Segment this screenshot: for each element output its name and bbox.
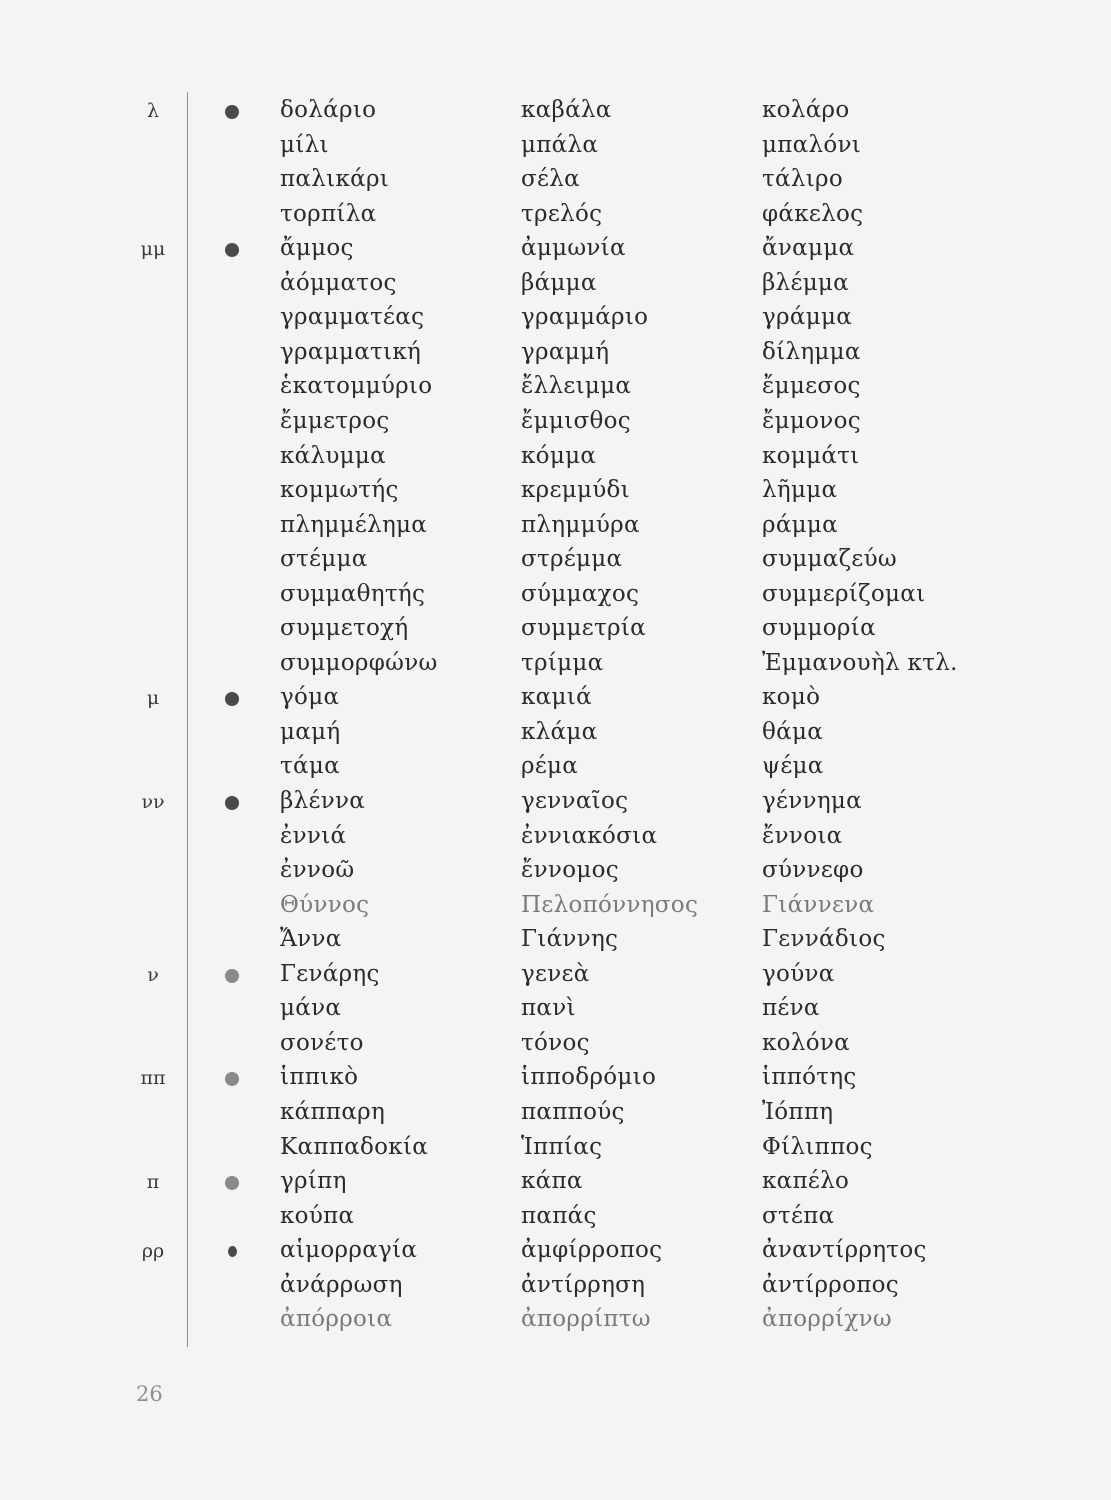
word-row (0, 1030, 1111, 1065)
word-col-2: ρέμα (521, 753, 579, 780)
section-letter: ν (147, 963, 159, 986)
word-col-2: στρέμμα (521, 546, 623, 573)
word-col-3: συμμορία (762, 615, 876, 642)
word-col-2: ἀντίρρηση (521, 1271, 646, 1298)
word-col-1: ἑκατομμύριο (280, 373, 433, 400)
word-row (0, 823, 1111, 858)
word-col-3: ἀπορρίχνω (762, 1306, 892, 1333)
word-col-1: κάλυμμα (280, 442, 386, 469)
word-col-3: γέννημα (762, 788, 862, 814)
word-col-2: ἐννιακόσια (521, 822, 658, 849)
word-col-2: γραμμή (521, 338, 610, 365)
word-col-1: Γενάρης (280, 960, 380, 987)
word-col-1: ἐννιά (280, 822, 347, 849)
word-row (0, 201, 1111, 236)
word-row (0, 477, 1111, 512)
word-col-1: συμμετοχή (280, 615, 409, 642)
word-row (0, 97, 1111, 132)
word-col-3: στέπα (762, 1202, 835, 1229)
word-row (0, 581, 1111, 616)
word-col-3: συμμερίζομαι (762, 580, 926, 607)
section-letter: νν (141, 791, 165, 813)
word-col-2: σύμμαχος (521, 580, 640, 607)
word-col-3: συμμαζεύω (762, 546, 897, 573)
word-col-1: συμμορφώνω (280, 649, 438, 676)
word-col-2: πλημμύρα (521, 511, 640, 538)
word-row (0, 1306, 1111, 1341)
word-col-3: καπέλο (762, 1168, 850, 1195)
word-col-2: καβάλα (521, 97, 612, 123)
word-col-3: τάλιρο (762, 166, 844, 193)
word-row (0, 443, 1111, 478)
word-col-1: γραμματέας (280, 304, 425, 331)
word-col-1: συμμαθητής (280, 580, 426, 607)
section-letter: λ (146, 100, 160, 122)
word-row (0, 995, 1111, 1030)
word-col-1: στέμμα (280, 546, 368, 573)
word-row (0, 339, 1111, 374)
word-col-1: ἐννοῶ (280, 857, 355, 884)
section-letter: ππ (140, 1067, 166, 1090)
word-row (0, 235, 1111, 270)
word-col-3: ἔμμονος (762, 407, 861, 434)
word-col-1: γόμα (280, 684, 340, 711)
word-col-3: Φίλιππος (762, 1133, 873, 1160)
word-row (0, 166, 1111, 201)
word-col-3: ἀναντίρρητος (762, 1237, 927, 1264)
word-col-3: ψέμα (762, 753, 824, 780)
word-col-3: κολόνα (762, 1029, 850, 1056)
word-col-3: ἀντίρροπος (762, 1271, 899, 1298)
word-col-3: μπαλόνι (762, 131, 862, 158)
word-col-1: κάππαρη (280, 1098, 386, 1125)
bullet-dot-icon (225, 243, 239, 257)
word-col-2: Γιάννης (521, 926, 619, 953)
word-col-2: ἀμμωνία (521, 235, 626, 262)
word-col-3: κολάρο (762, 97, 850, 123)
word-col-2: γενεὰ (521, 960, 590, 987)
word-col-1: Θύννος (280, 891, 370, 918)
word-col-1: ἀπόρροια (280, 1306, 393, 1333)
word-col-2: τόνος (521, 1029, 590, 1056)
word-col-1: Ἄννα (280, 926, 342, 953)
word-col-3: θάμα (762, 718, 824, 745)
bullet-dot-icon (228, 1246, 237, 1257)
word-col-1: γραμματική (280, 338, 422, 365)
word-col-3: λῆμμα (762, 477, 838, 504)
word-col-3: ἱππότης (762, 1064, 857, 1091)
word-row (0, 892, 1111, 927)
page-number: 26 (136, 1382, 163, 1406)
word-row (0, 650, 1111, 685)
word-col-2: ἔμμισθος (521, 407, 631, 434)
bullet-dot-icon (225, 1176, 239, 1190)
word-col-3: σύννεφο (762, 857, 864, 884)
word-col-1: ἔμμετρος (280, 407, 390, 434)
word-col-1: βλέννα (280, 788, 366, 814)
word-row (0, 719, 1111, 754)
word-row (0, 788, 1111, 823)
word-col-2: συμμετρία (521, 615, 646, 642)
word-row (0, 615, 1111, 650)
word-row (0, 270, 1111, 305)
section-letter: μμ (140, 238, 166, 261)
word-col-1: σονέτο (280, 1029, 364, 1056)
word-row (0, 1272, 1111, 1307)
word-row (0, 1099, 1111, 1134)
word-col-2: τρίμμα (521, 649, 604, 676)
word-row (0, 857, 1111, 892)
word-col-1: δολάριο (280, 97, 377, 123)
word-col-2: πανὶ (521, 995, 576, 1022)
word-col-3: Γεννάδιος (762, 926, 886, 953)
word-col-1: Καππαδοκία (280, 1133, 429, 1160)
word-row (0, 1203, 1111, 1238)
word-row (0, 926, 1111, 961)
word-col-2: κάπα (521, 1168, 583, 1195)
word-row (0, 132, 1111, 167)
word-col-2: παππούς (521, 1098, 625, 1125)
word-col-2: κλάμα (521, 718, 598, 745)
word-col-2: γενναῖος (521, 788, 629, 814)
bullet-dot-icon (225, 692, 239, 706)
word-col-1: ἀνάρρωση (280, 1271, 403, 1298)
bullet-dot-icon (225, 796, 239, 810)
word-col-3: βλέμμα (762, 269, 850, 296)
word-col-2: ἱπποδρόμιο (521, 1064, 657, 1091)
word-col-2: τρελός (521, 200, 603, 227)
word-col-3: Γιάννενα (762, 891, 875, 918)
word-col-1: κομμωτής (280, 477, 399, 504)
word-row (0, 408, 1111, 443)
word-col-1: γρίπη (280, 1168, 347, 1195)
word-col-1: τάμα (280, 753, 340, 780)
word-col-2: κόμμα (521, 442, 597, 469)
word-col-3: δίλημμα (762, 338, 861, 365)
word-col-1: μάνα (280, 995, 342, 1022)
word-col-3: Ἰόππη (762, 1098, 834, 1125)
word-col-3: κομὸ (762, 684, 821, 711)
word-col-1: τορπίλα (280, 200, 377, 227)
section-letter: π (146, 1171, 160, 1194)
word-row (0, 373, 1111, 408)
word-col-2: ἔννομος (521, 857, 619, 884)
word-col-1: πλημμέλημα (280, 511, 428, 538)
word-row (0, 1134, 1111, 1169)
word-col-2: κρεμμύδι (521, 477, 630, 504)
word-row (0, 684, 1111, 719)
word-col-3: κομμάτι (762, 442, 860, 469)
word-col-1: ἀόμματος (280, 269, 397, 296)
word-col-1: κούπα (280, 1202, 355, 1229)
word-row (0, 753, 1111, 788)
word-col-2: ἀμφίρροπος (521, 1237, 663, 1264)
word-col-1: παλικάρι (280, 166, 390, 193)
word-col-2: σέλα (521, 166, 580, 193)
word-col-2: μπάλα (521, 131, 599, 158)
word-row (0, 1168, 1111, 1203)
word-col-3: ράμμα (762, 511, 838, 538)
word-col-2: ἔλλειμμα (521, 373, 632, 400)
word-col-3: ἄναμμα (762, 235, 855, 262)
word-row (0, 1237, 1111, 1272)
word-col-2: ἀπορρίπτω (521, 1306, 651, 1333)
word-col-3: γράμμα (762, 304, 853, 331)
word-col-1: μίλι (280, 131, 329, 158)
bullet-dot-icon (225, 969, 239, 983)
word-row (0, 304, 1111, 339)
word-col-1: ἱππικὸ (280, 1064, 359, 1091)
word-col-2: Πελοπόννησος (521, 891, 699, 918)
word-col-2: βάμμα (521, 269, 597, 296)
word-col-3: πένα (762, 995, 820, 1022)
word-row (0, 546, 1111, 581)
word-col-1: ἄμμος (280, 235, 354, 262)
bullet-dot-icon (225, 1072, 239, 1086)
word-col-2: Ἱππίας (521, 1133, 603, 1160)
word-col-3: ἔννοια (762, 822, 843, 849)
word-row (0, 512, 1111, 547)
word-col-3: φάκελος (762, 200, 864, 227)
section-letter: ρρ (141, 1240, 165, 1263)
word-col-1: μαμή (280, 718, 341, 745)
word-row (0, 1064, 1111, 1099)
word-col-2: γραμμάριο (521, 304, 649, 331)
section-letter: μ (146, 687, 160, 710)
word-row (0, 961, 1111, 996)
word-col-3: Ἐμμανουὴλ κτλ. (762, 649, 958, 676)
word-col-2: παπάς (521, 1202, 597, 1229)
word-col-2: καμιά (521, 684, 592, 711)
word-col-1: αἱμορραγία (280, 1237, 418, 1264)
word-col-3: ἔμμεσος (762, 373, 861, 400)
bullet-dot-icon (225, 105, 239, 119)
word-col-3: γούνα (762, 960, 835, 987)
